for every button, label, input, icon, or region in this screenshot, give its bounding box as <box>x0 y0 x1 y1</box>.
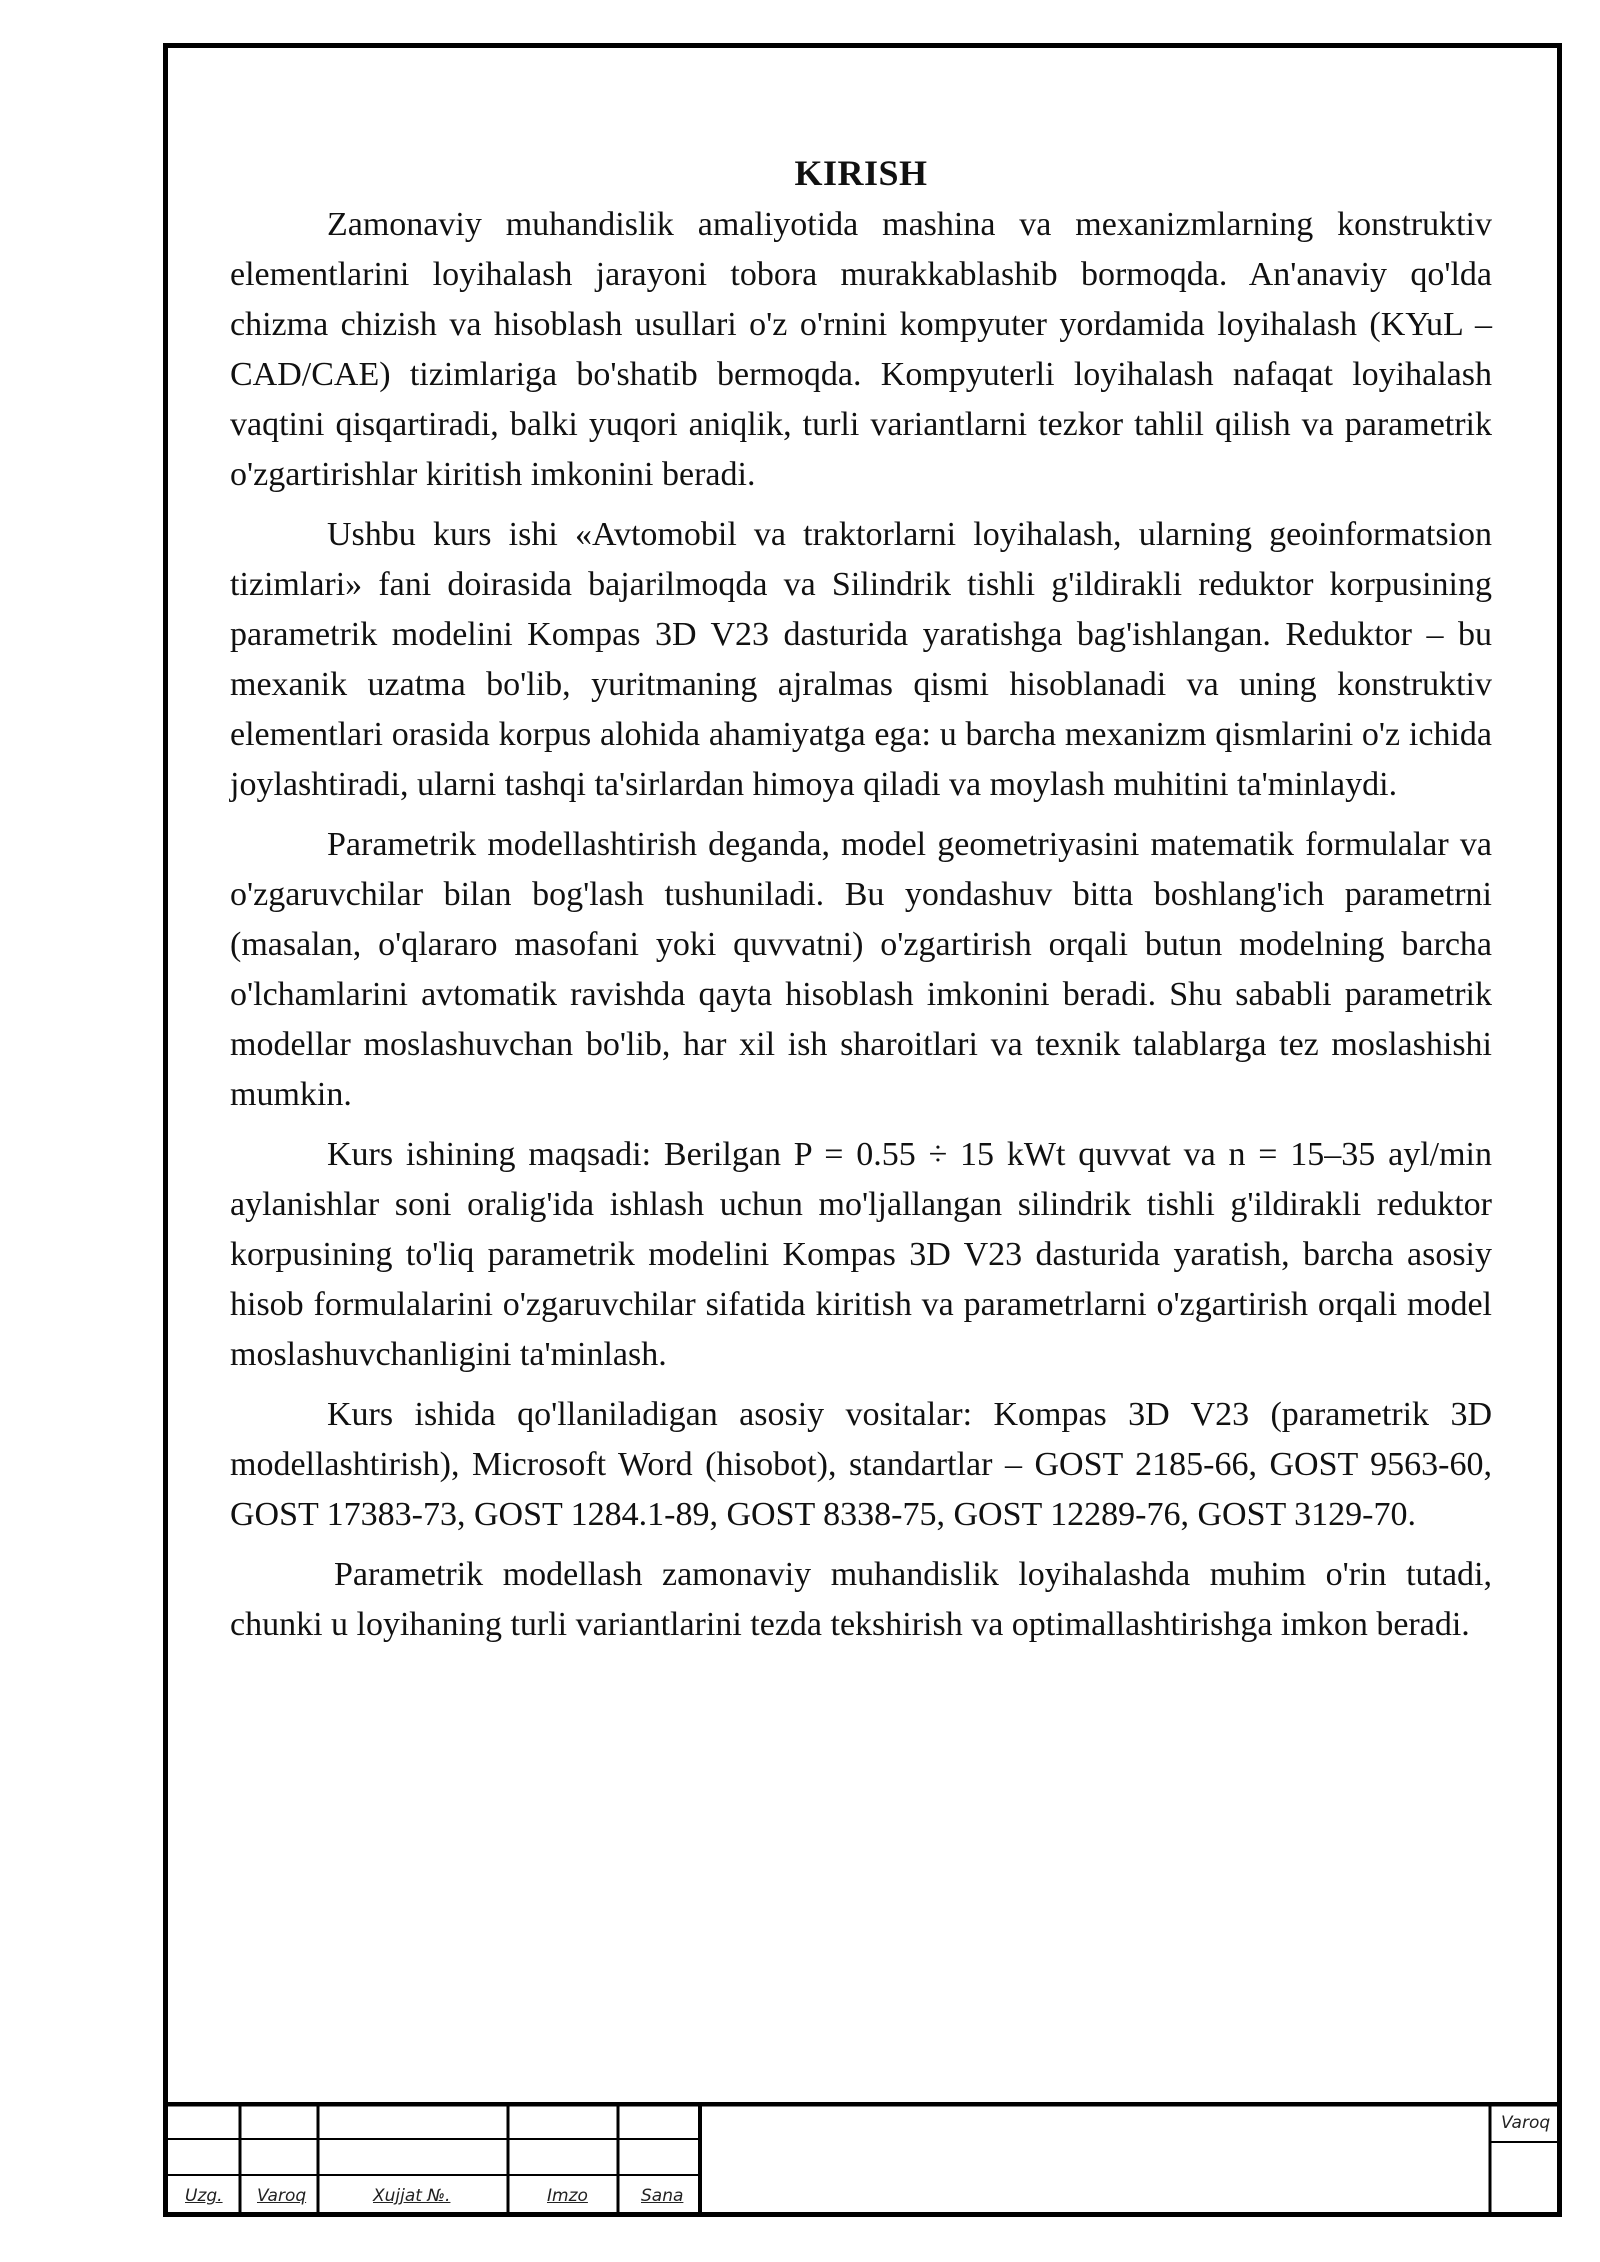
stamp-sheet-label: Varoq <box>1501 2113 1551 2133</box>
document-body <box>230 148 1492 1660</box>
page-title: KIRISH <box>794 153 928 193</box>
paragraph-3: Parametrik modellashtirish deganda, model geometriyasini matematik formulalar va o'zgaruvchilar bilan bog'lash tushuniladi. Bu yondashuv bitta boshlang'ich parametrni (masalan, o'qlararo masofani yoki quvvatni) o'zgartirish orqali butun modelning barcha o'lchamlarini avtomatik ravishda qayta hisoblash imkonini beradi. Shu sababli parametrik modellar moslashuvchan bo'lib, har xil ish sharoitlari va texnik talablarga tez moslashishi mumkin. <box>230 826 1492 1113</box>
stamp-label-varoq: Varoq <box>257 2186 307 2206</box>
title-block-stamp <box>163 2102 1562 2217</box>
stamp-label-uzg: Uzg. <box>185 2186 223 2206</box>
stamp-label-sana: Sana <box>641 2186 684 2206</box>
paragraph-4: Kurs ishining maqsadi: Berilgan P = 0.55 ÷ 15 kWt quvvat va n = 15–35 ayl/min aylanishlar soni oralig'ida ishlash uchun mo'ljallangan silindrik tishli g'ildirakli reduktor korpusining to'liq parametrik modelini Kompas 3D V23 dasturida yaratish, barcha asosiy hisob formulalarini o'zgaruvchilar sifatida kiritish va parametrlarni o'zgartirish orqali model moslashuvchanligini ta'minlash. <box>230 1136 1492 1373</box>
paragraph-2: Ushbu kurs ishi «Avtomobil va traktorlarni loyihalash, ularning geoinformatsion tizimlari» fani doirasida bajarilmoqda va Silindrik tishli g'ildirakli reduktor korpusining parametrik modelini Kompas 3D V23 dasturida yaratishga bag'ishlangan. Reduktor – bu mexanik uzatma bo'lib, yuritmaning ajralmas qismi hisoblanadi va uning konstruktiv elementlari orasida korpus alohida ahamiyatga ega: u barcha mexanizm qismlarini o'z ichida joylashtiradi, ularni tashqi ta'sirlardan himoya qiladi va moylash muhitini ta'minlaydi. <box>230 516 1492 803</box>
paragraph-1: Zamonaviy muhandislik amaliyotida mashina va mexanizmlarning konstruktiv elementlarini loyihalash jarayoni tobora murakkablashib bormoqda. An'anaviy qo'lda chizma chizish va hisoblash usullari o'z o'rnini kompyuter yordamida loyihalash (KYuL – CAD/CAE) tizimlariga bo'shatib bermoqda. Kompyuterli loyihalash nafaqat loyihalash vaqtini qisqartiradi, balki yuqori aniqlik, turli variantlarni tezkor tahlil qilish va parametrik o'zgartirishlar kiritish imkonini beradi. <box>230 206 1492 493</box>
stamp-label-imzo: Imzo <box>547 2186 588 2206</box>
paragraph-5: Kurs ishida qo'llaniladigan asosiy vositalar: Kompas 3D V23 (parametrik 3D modellashtirish), Microsoft Word (hisobot), standartlar – GOST 2185-66, GOST 9563-60, GOST 17383-73, GOST 1284.1-89, GOST 8338-75, GOST 12289-76, GOST 3129-70. <box>230 1396 1492 1533</box>
stamp-label-xujjat: Xujjat №. <box>373 2186 451 2206</box>
paragraph-6: Parametrik modellash zamonaviy muhandislik loyihalashda muhim o'rin tutadi, chunki u loyihaning turli variantlarini tezda tekshirish va optimallashtirishga imkon beradi. <box>230 1556 1492 1643</box>
